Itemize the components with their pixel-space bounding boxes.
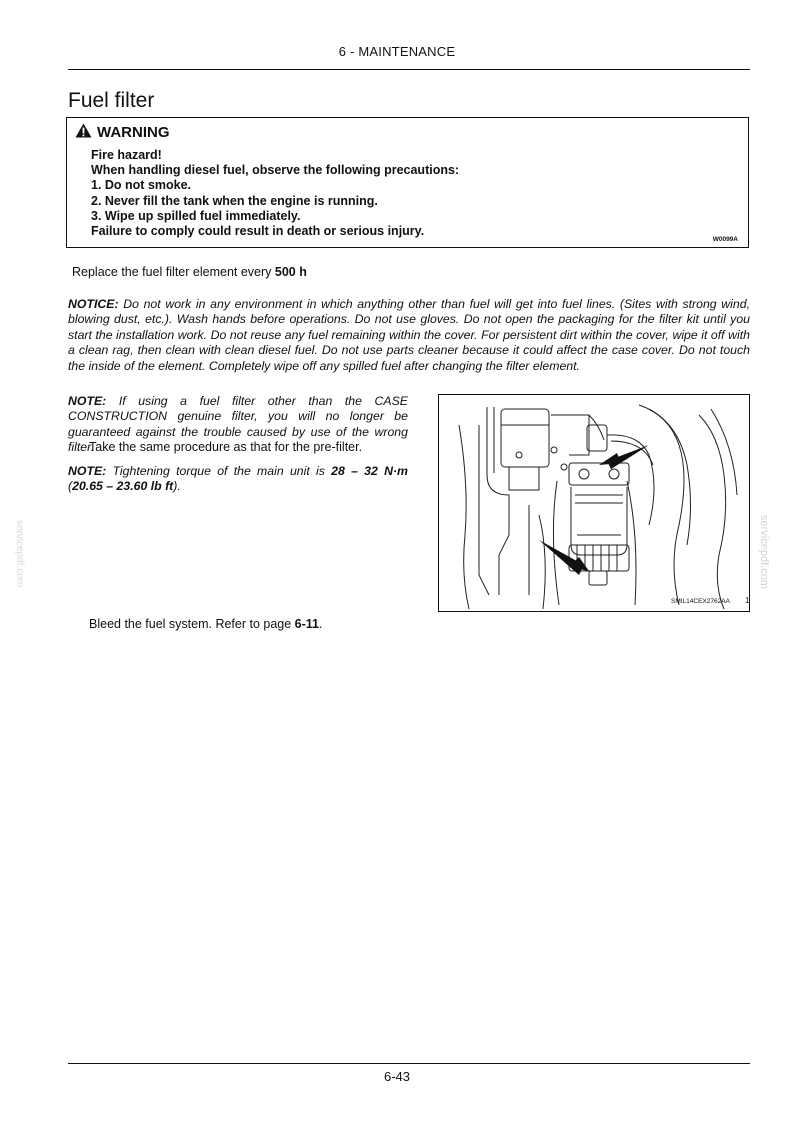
note-text: If using a fuel filter other than the CASE CONSTRUCTION genuine filter, you will no longer be guaranteed against the trouble caused by use of the wrong filter. (68, 394, 408, 455)
torque-metric: 28 – 32 N·m (331, 464, 408, 478)
warning-line: 1. Do not smoke. (91, 178, 192, 193)
warning-line: Fire hazard! (91, 148, 162, 162)
bleed-page-ref: 6-11 (294, 617, 320, 631)
bleed-end: . (319, 617, 323, 631)
note-torque-text: Tightening torque of the main unit is (106, 464, 332, 478)
replace-text: Replace the fuel filter element every (72, 265, 275, 279)
bleed-text: Bleed the fuel system. Refer to page (89, 617, 295, 631)
warning-line: 3. Wipe up spilled fuel immediately. (91, 208, 301, 223)
notice-text: Do not work in any environment in which anything other than fuel will get into fuel lines. (Sites with strong wind, blowing dust, etc.). Wash hands before operations. Do not use gloves. Do not open the packaging for the filter kit until you start the installation work. Do not reuse any fuel remaining within the cover. For persistent dirt within the cover, wipe it off with a clean rag, then clean with clean diesel fuel. Do not use parts cleaner because it could affect the case cover. Do not touch the inside of the element. Completely wipe off any spilled fuel after changing the filter element. (68, 297, 750, 373)
figure-number: 1 (745, 596, 750, 605)
warning-line: Failure to comply could result in death or serious injury. (91, 224, 425, 239)
warning-heading (75, 123, 170, 142)
procedure-text: Take the same procedure as that for the pre-filter. (89, 440, 363, 454)
header-divider (68, 69, 750, 70)
warning-box (66, 117, 749, 248)
note-label: NOTE: (68, 464, 107, 478)
notice-paragraph (68, 297, 750, 374)
note-torque (68, 464, 408, 495)
watermark-left: servicepdf.com (14, 520, 25, 588)
torque-imperial: 20.65 – 23.60 lb ft (72, 479, 174, 494)
fuel-filter-figure (438, 394, 750, 612)
notice-label: NOTICE: (68, 297, 119, 311)
replace-instruction (72, 265, 307, 279)
watermark-right: servicepdf.com (758, 515, 770, 589)
warning-heading-text: WARNING (97, 124, 170, 141)
note-torque-end: ). (173, 479, 181, 494)
warning-triangle-icon (75, 123, 92, 142)
bleed-instruction (89, 617, 323, 631)
page-header-section: 6 - MAINTENANCE (338, 44, 456, 59)
replace-interval: 500 h (274, 265, 307, 279)
warning-line: When handling diesel fuel, observe the following precautions: (91, 163, 460, 178)
section-title: Fuel filter (68, 89, 155, 112)
figure-code: SMIL14CEX2762AA (671, 598, 730, 605)
page-number: 6-43 (383, 1069, 411, 1084)
fuel-filter-illustration (439, 395, 749, 611)
warning-code: W0099A (712, 236, 738, 243)
warning-body (91, 148, 459, 239)
footer-divider (68, 1063, 750, 1064)
note-label: NOTE: (68, 394, 107, 408)
note-torque-paren: ( (68, 479, 73, 494)
warning-line: 2. Never fill the tank when the engine is running. (91, 193, 378, 208)
